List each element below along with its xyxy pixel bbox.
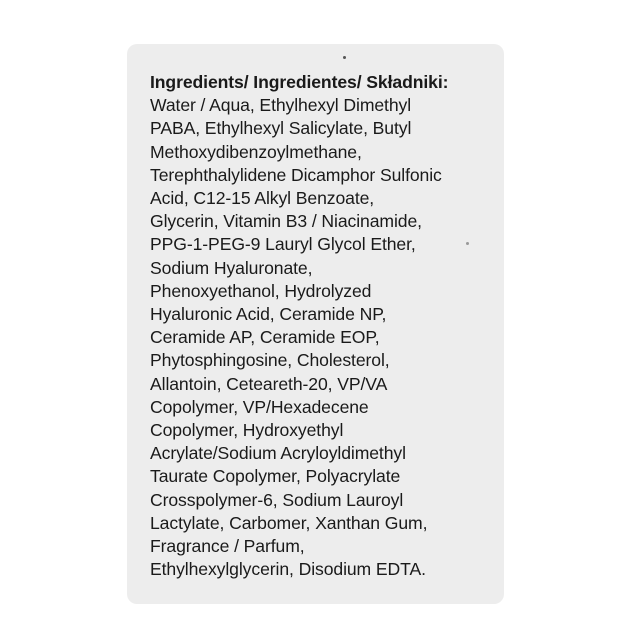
ingredient-line: Lactylate, Carbomer, Xanthan Gum, xyxy=(150,512,428,533)
ingredient-line: Sodium Hyaluronate, xyxy=(150,257,313,278)
ingredients-heading: Ingredients/ Ingredientes/ Składniki: xyxy=(150,72,449,92)
ingredient-line: PPG-1-PEG-9 Lauryl Glycol Ether, xyxy=(150,234,416,255)
ingredient-line: Acrylate/Sodium Acryloyldimethyl xyxy=(150,443,406,464)
ingredients-text xyxy=(150,71,495,581)
ingredient-line: Allantoin, Ceteareth-20, VP/VA xyxy=(150,373,388,394)
ingredient-line: Ceramide AP, Ceramide EOP, xyxy=(150,327,380,348)
speck-mark xyxy=(343,56,346,59)
ingredient-line: Terephthalylidene Dicamphor Sulfonic xyxy=(150,164,442,185)
ingredient-line: Fragrance / Parfum, xyxy=(150,536,305,557)
ingredient-line: Ethylhexylglycerin, Disodium EDTA. xyxy=(150,559,426,580)
ingredient-line: Methoxydibenzoylmethane, xyxy=(150,141,362,162)
ingredient-line: Water / Aqua, Ethylhexyl Dimethyl xyxy=(150,95,412,116)
ingredient-line: Acid, C12-15 Alkyl Benzoate, xyxy=(150,188,375,209)
ingredient-line: Crosspolymer-6, Sodium Lauroyl xyxy=(150,489,404,510)
ingredients-label-card xyxy=(127,44,504,604)
ingredient-line: Phytosphingosine, Cholesterol, xyxy=(150,350,390,371)
ingredient-line: Glycerin, Vitamin B3 / Niacinamide, xyxy=(150,211,422,232)
ingredient-line: Hyaluronic Acid, Ceramide NP, xyxy=(150,304,387,325)
ingredient-line: PABA, Ethylhexyl Salicylate, Butyl xyxy=(150,118,412,139)
ingredient-line: Copolymer, Hydroxyethyl xyxy=(150,420,344,441)
ingredient-line: Taurate Copolymer, Polyacrylate xyxy=(150,466,401,487)
ingredient-line: Copolymer, VP/Hexadecene xyxy=(150,396,369,417)
ingredient-line: Phenoxyethanol, Hydrolyzed xyxy=(150,280,372,301)
